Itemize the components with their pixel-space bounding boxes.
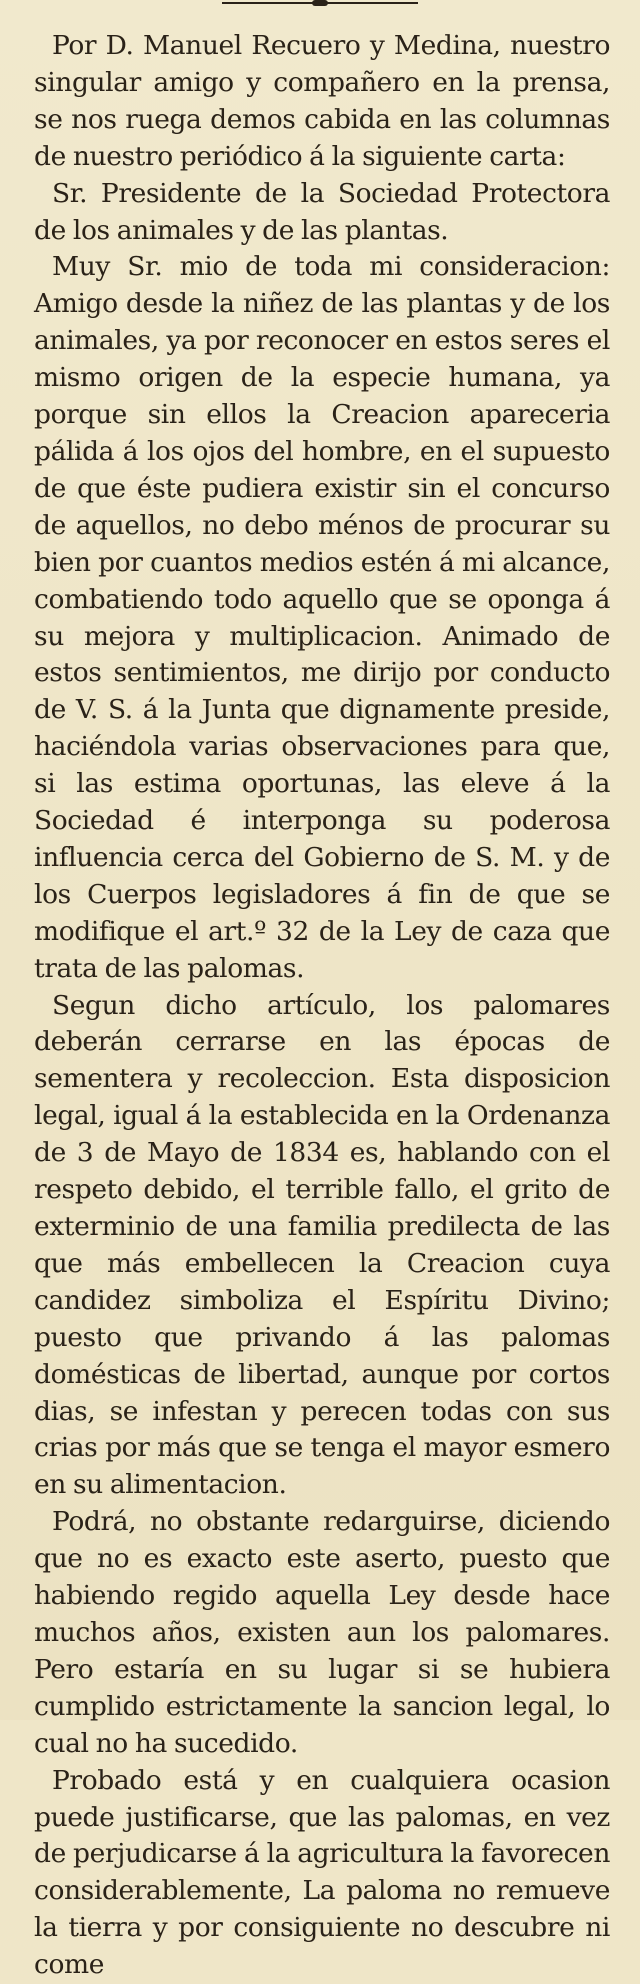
header-rule-ornament: [222, 0, 418, 8]
paragraph-salutation-address: Sr. Presidente de la Sociedad Protectora de los animales y de las plantas.: [34, 177, 610, 246]
paragraph-letter-opening: Muy Sr. mio de toda mi consideracion: Amigo desde la niñez de las plantas y de los animales, ya por reconocer en estos seres el mismo origen de la especie humana, ya porque sin ellos la Creacion apareceria pálida á los ojos del hombre, en el supuesto de que éste pudiera existir sin el concurso de aquellos, no debo ménos de procurar su bien por cuantos medios estén á mi alcance, combatiendo todo aquello que se oponga á su mejora y multiplicacion. Animado de estos sentimientos, me dirijo por conducto de V. S. á la Junta que dignamente preside, haciéndola varias observaciones para que, si las estima oportunas, las eleve á la Sociedad é interponga su poderosa influencia cerca del Gobierno de S. M. y de los Cuerpos legisladores á fin de que se modifique el art.º 32 de la Ley de caza que trata de las palomas.: [34, 251, 610, 984]
article-column: [34, 28, 610, 1984]
paragraph-objection: Podrá, no obstante redarguirse, diciendo que no es exacto este aserto, puesto que habiendo regido aquella Ley desde hace muchos años, existen aun los palomares. Pero estaría en su lugar si se hubiera cumplido estrictamente la sancion legal, lo cual no ha sucedido.: [34, 1506, 610, 1759]
paragraph-intro: Por D. Manuel Recuero y Medina, nuestro singular amigo y compañero en la prensa, se nos ruega demos cabida en las columnas de nuestro periódico á la siguiente carta:: [34, 30, 610, 172]
paragraph-article-32: Segun dicho artículo, los palomares deberán cerrarse en las épocas de sementera y recoleccion. Esta disposicion legal, igual á la establecida en la Ordenanza de 3 de Mayo de 1834 es, hablando con el respeto debido, el terrible fallo, el grito de exterminio de una familia predilecta de las que más embellecen la Creacion cuya candidez simboliza el Espíritu Divino; puesto que privando á las palomas domésticas de libertad, aunque por cortos dias, se infestan y perecen todas con sus crias por más que se tenga el mayor esmero en su alimentacion.: [34, 989, 610, 1501]
paragraph-agriculture: Probado está y en cualquiera ocasion puede justificarse, que las palomas, en vez de perjudicarse á la agricultura la favorecen considerablemente, La paloma no remueve la tierra y por consiguiente no descubre ni come: [34, 1764, 610, 1981]
